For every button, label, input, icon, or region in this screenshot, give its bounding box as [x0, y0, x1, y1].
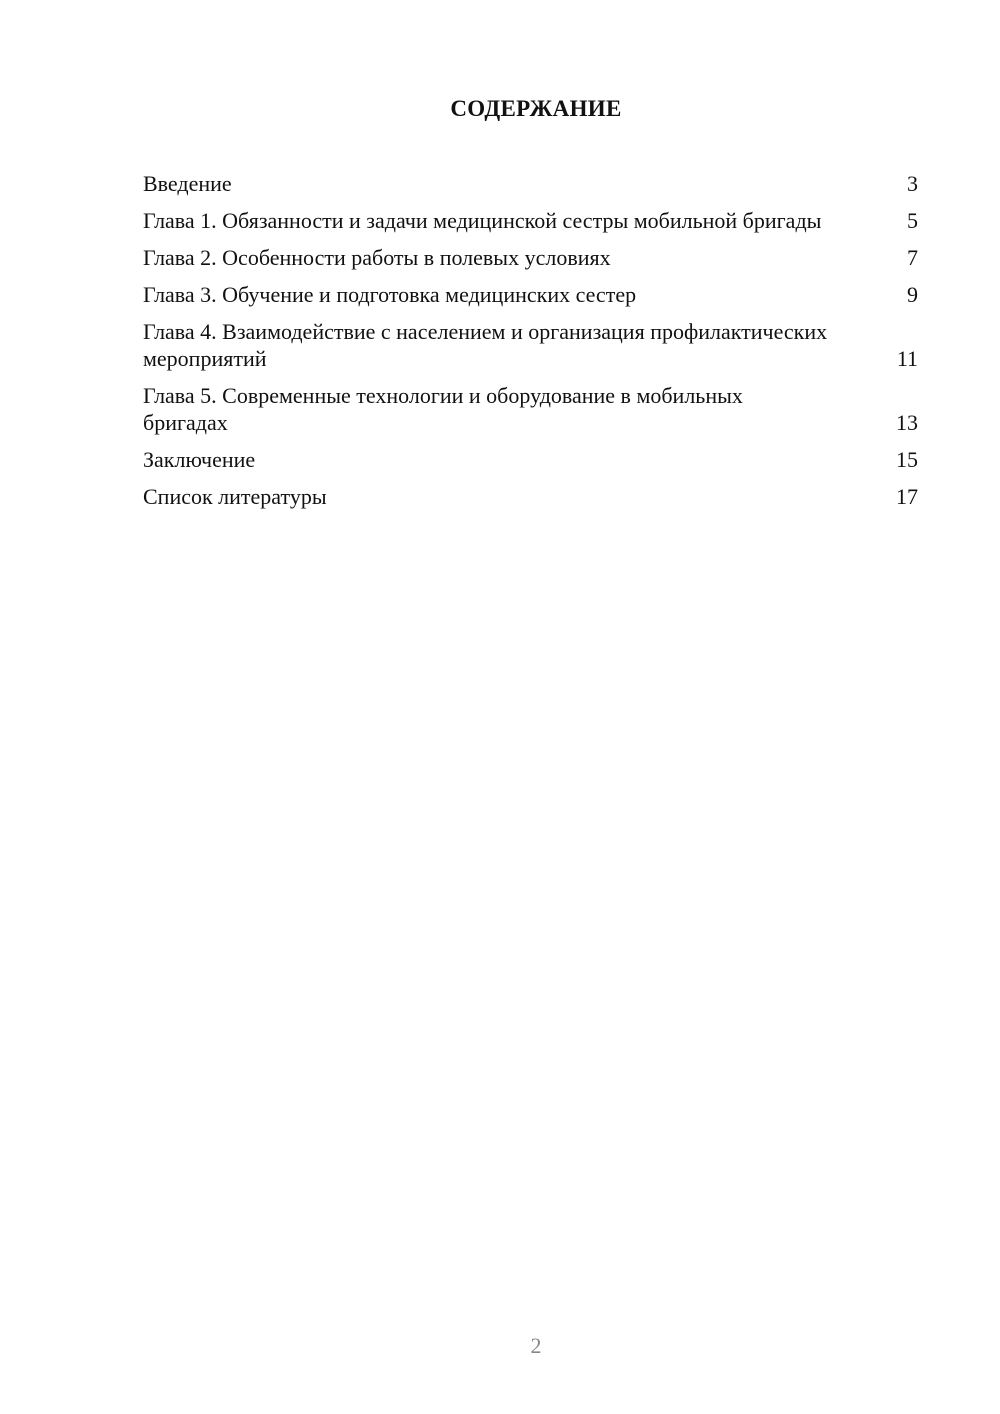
toc-entry-chapter-1[interactable] — [143, 207, 918, 234]
toc-entry-text: Глава 1. Обязанности и задачи медицинской сестры мобильной бригады — [143, 208, 822, 233]
toc-entry-introduction[interactable] — [143, 170, 918, 197]
toc-entry-text: Заключение — [143, 447, 256, 472]
toc-entry-page: 17 — [896, 484, 918, 509]
toc-entry-text: Глава 5. Современные технологии и оборудование в мобильных бригадах — [143, 383, 743, 435]
toc-entry-chapter-3[interactable] — [143, 281, 918, 308]
toc-entry-page: 5 — [907, 208, 918, 233]
toc-entry-chapter-5[interactable] — [143, 382, 918, 436]
page-title: СОДЕРЖАНИЕ — [450, 96, 622, 121]
toc-entry-references[interactable] — [143, 483, 918, 510]
toc-entry-page: 13 — [896, 410, 918, 435]
toc-entry-page: 3 — [907, 171, 918, 196]
table-of-contents — [143, 170, 918, 520]
toc-entry-page: 11 — [896, 346, 918, 371]
toc-entry-text: Введение — [143, 171, 232, 196]
toc-entry-text: Глава 4. Взаимодействие с населением и организация профилактических мероприятий — [143, 319, 828, 371]
toc-entry-chapter-2[interactable] — [143, 244, 918, 271]
toc-entry-chapter-4[interactable] — [143, 318, 918, 372]
toc-entry-text: Глава 2. Особенности работы в полевых условиях — [143, 245, 611, 270]
toc-entry-page: 9 — [907, 282, 918, 307]
toc-entry-text: Глава 3. Обучение и подготовка медицинских сестер — [143, 282, 637, 307]
page-number: 2 — [530, 1333, 542, 1358]
toc-entry-conclusion[interactable] — [143, 446, 918, 473]
toc-entry-text: Список литературы — [143, 484, 327, 509]
toc-entry-page: 7 — [907, 245, 918, 270]
toc-entry-page: 15 — [896, 447, 918, 472]
